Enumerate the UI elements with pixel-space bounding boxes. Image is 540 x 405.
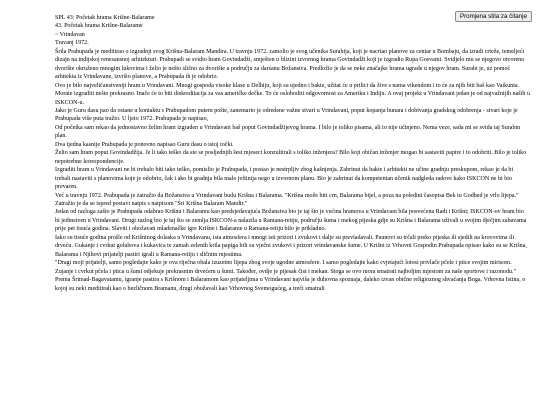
paragraph: Šrila Prabupada je meditirao o izgradnji svog Krišna-Balaram Mandira. U travnju 1972. zamolio je svog učenika Surabija, koji je nacrtao planove za centar u Bombaju, da izradi crteže, temeljeći dizajn na indijskoj renesansnoj arhitekturi. Prabupadi se svidio hram Govindadži, smješten u blizini izvornog hrama Govindadži koji je izgradio Rupa Gosvami. Svidjelo mu se njegovo otvoreno dvorište okruženo mnogim lukovima i želio je nešto slično za dvorište u području za darśanu Božanstva. Predložio je da se neke značajke hrama ugrade u njegov hram. Surabi je, uz pomoć arhitekta iz Vrindavane, izvršio planove, a Prabupada ih je odobrio. xyxy=(55,48,525,81)
location-line: ~ Vrindavan xyxy=(55,31,85,38)
paragraph: Želio sam hram poput Govindadžija. Je li tako teško da ste se posljednjih šest mjeseci konzultirali s toliko inženjera? Bilo koji običan inženjer mogao bi sastaviti papire i to odobriti. Bilo je toliko nepotrebne korespondencije. xyxy=(55,150,527,165)
paragraph: "Dragi moji prijatelji, samo pogledajte kako je ova riječna obala izuzetno lijepa zbog svoje ugodne atmosfere. I samo pogledajte kako cvjetajući lotosi privlače pčele i ptice svojim mirisom. Zujanje i cvrkut pčela i ptica u šumi odjekuje prekrasnim drvećem u šumi. Također, ovdje je pijesak čist i mekan. Stoga se ovo mora smatrati najboljim mjestom za naše sportove i razonodu." xyxy=(55,260,516,275)
reading-style-button[interactable]: Promjena stila za čitanje xyxy=(455,11,532,22)
paragraph: Jedan od razloga zašto je Prabupada odabrao Krišnu i Balaramu kao predsjedavajuća Božanstva bio je taj što je većina hramova u Vrindavani bila posvećena Radi i Krišni; ISKCON-ov hram bio bi jedinstven u Vrindavani. Drugi razlog bio je taj što se zemlja ISKCON-a nalazila u Ramana-retiju, području šuma i mekog pijeska gdje su Krišna i Balarama uživali u svojim dječjim zabavama prije pet tisuća godina. Slaviti i obožavati mladenačke igre Krišne i Balarame u Ramana-retiju bilo je prikladno. xyxy=(55,209,527,233)
paragraph: Jako je Guru dasu pao da ostane u kontaktu s Prabupadom putem pošte, zanemario je odredene važne stvari u Vrindavani, poput kopanja bunara i dobivanja gradskog odobrenja - stvari koje je Prabupada više puta tražio. U ljeto 1972. Prabupada je napisao, xyxy=(55,107,518,123)
paragraph: Prema Šrimad-Bagavatamu, igranje pastira s Krišnom i Balaramom kao prijateljima u Vrindavani najviša je duhovna spoznaja, daleko izvan obične religioznog shvaćanja Boga. Vrhovna Istina, o kojoj su neki meditirali kao o bezličnom Bramanu, drugi obožavali kao Vrhovnog Svemogućeg, a treći smatrali xyxy=(55,277,526,292)
paragraph: Od početka sam rekao da jednostavno želim hram izgraden u Vrindavani baš poput Govindadžijevog hrama. I bilo je toliko pisama, ali to nije učinjeno. Nema veze, sada mi se svida taj Surabin plan. xyxy=(55,124,521,140)
paragraph: Ovo je bilo najveličanstveniji hram u Vrindavani. Mnogi gospoda visoke klase u Delhiju, koji su ujedno i bakte, užitat će u prilici da žive s nama vikendom i to će za njih biti baš kao Vaikunta. Morate izgraditi nešto prekrasno. Inače će to biti diskreditacija za vas američke dečke. To će osloboditi odgovornost za Ameriku i Indiju. A ovaj projekt u Vrindavani jedan je od najvažnijih našīh u ISKCON-u. xyxy=(55,82,530,106)
paragraph: Iako su tisuće godina prošle od Krišninog dolaska u Vrindavanu, ista atmosfera i mnogi isti prizori i zvukovi i dalje su prevladavali. Paunovi su trčali preko pijeska ili sjedili na krovovima ili drveću. Gukanje i cvrkut golubova i kukavica te zamah zelenih krila papiga bili su vječni zvukovi i prizori vrindavanske šume. U Krišni iz Vrhovni Gospodin Prabupada opisao kako su se Krišna, Balarama i Njihovi prijatelji pastiri igrali u Ramana-retiju i sličnim mjestima. xyxy=(55,234,527,258)
breadcrumb: SPL 43: Početak hrama Krišne-Balarame xyxy=(55,15,155,21)
paragraph: Već u travnju 1972. Prabupada je zatražio da Božanstva u Vrindavani budu Krišna i Balarama. "Krišna može biti crn, Balarama bijel, a poza na poledini časopisa Bek tu Godhed je vrlo lijepa." Zatražio je da se ispred postavi natpis s natpisom "Śri Krišna Balaram Mandir." xyxy=(55,192,519,207)
date-line: Travanj 1972. xyxy=(55,40,89,47)
paragraph: Dva tjedna kasnije Prabupada je ponovno napisao Guru dasu o istoj točki. xyxy=(55,141,234,148)
article xyxy=(55,14,530,293)
page-title: 43. Početak hrama Krišne-Balarame xyxy=(55,23,143,30)
paragraph: Izgraditi hram u Vrindavani ne bi trebalo biti tako teško, pomislio je Prabupada, i postao je nestrpljiv zbog kašnjenja. Zabrinut da bakte i arhitekti ne učine gradnju preskupom, rekao je da bi trebali nastaviti s planovima koje je odobrio, čak i ako bi gradnja bila malo jeftinija nego u izvornom planu. Bio je zabrinut da kompetentan učenik nadgleda radove kako ISKCON ne bi bio prevaren. xyxy=(55,167,514,191)
